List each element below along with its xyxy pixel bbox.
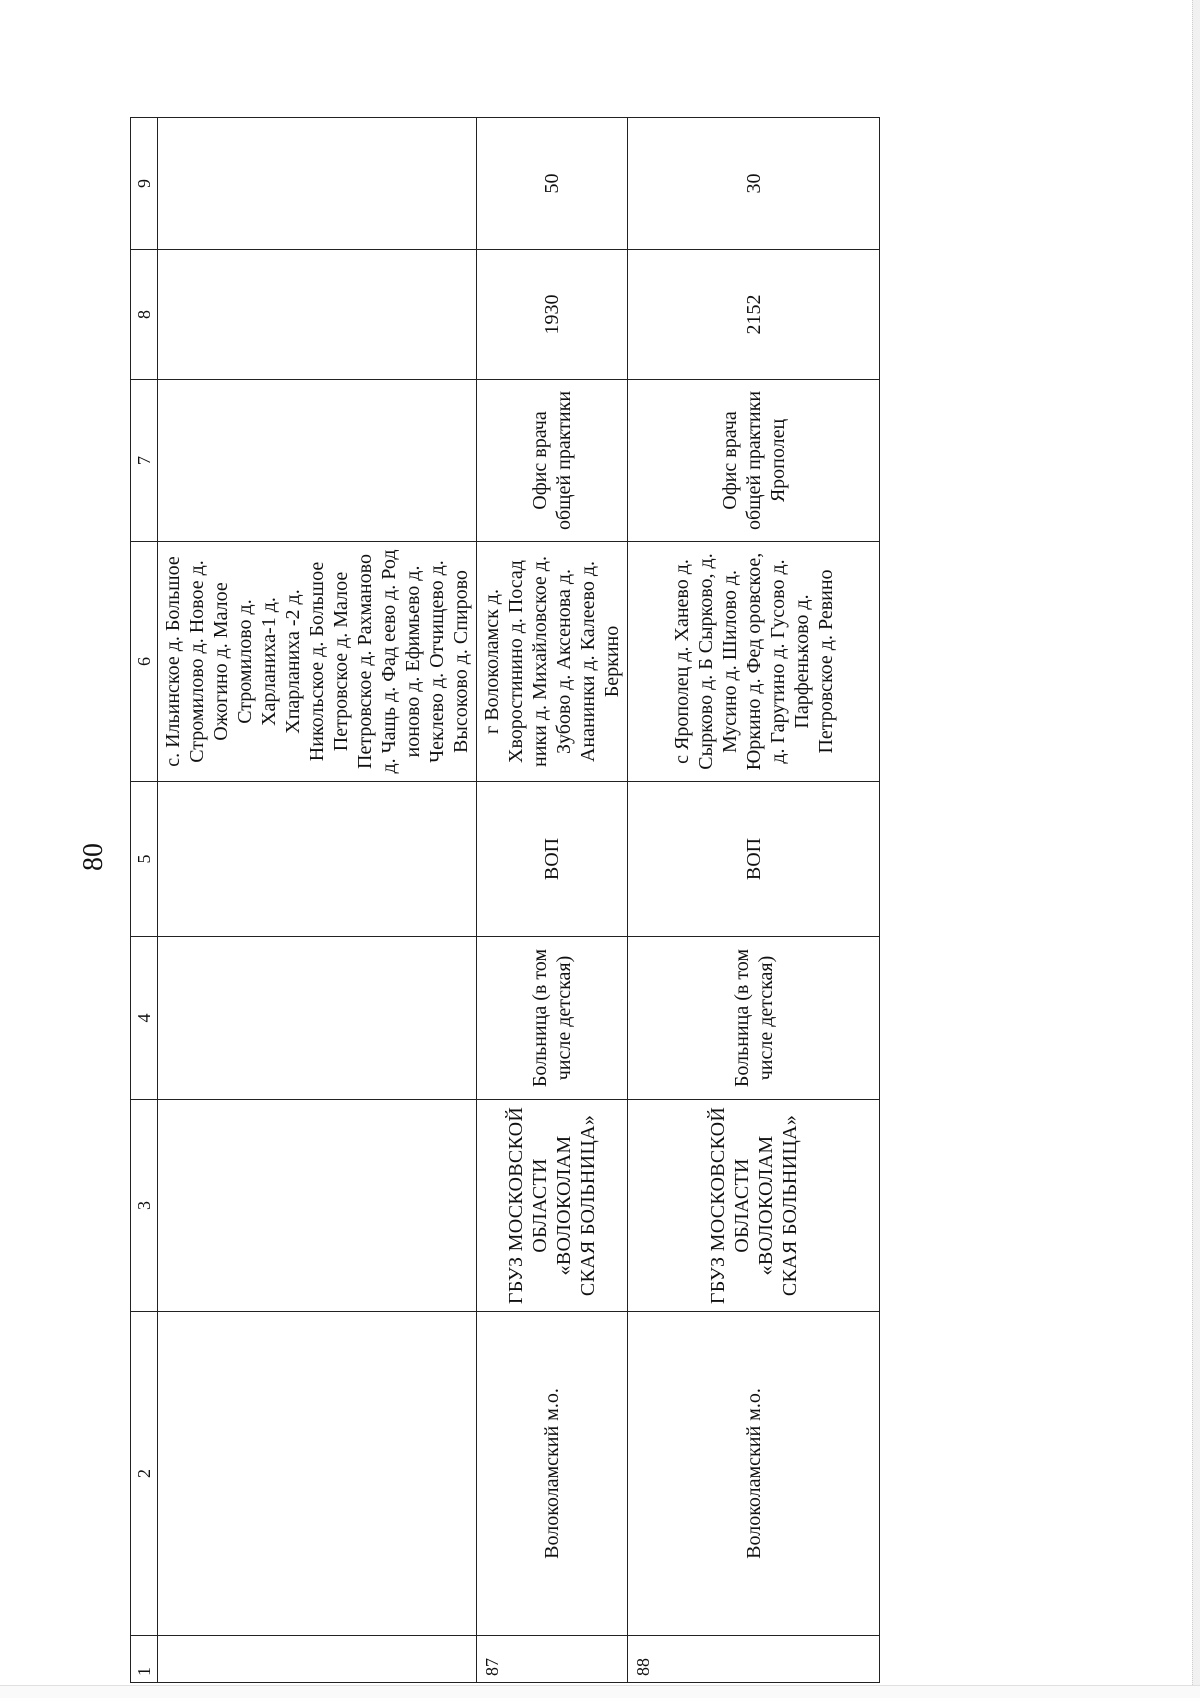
table-row-88 bbox=[628, 118, 880, 1683]
office-cell: Офис врача общей практики bbox=[477, 380, 628, 542]
page-number: 80 bbox=[78, 843, 109, 871]
population-cell bbox=[158, 250, 477, 380]
row-number: 88 bbox=[628, 1636, 880, 1683]
settlements-cell: с. Ильинское д. Большое Стромилово д. Новое д. Ожогино д. Малое Стромилово д. Харланиха-1 д. Хпарланиха -2 д. Никольское д. Большое Петровское д. Малое Петровское д. Рахманово д. Чащь д. Фад еево д. Род ионово д. Ефимьево д. Чеклево д. Отчищево д. Высоково д. Спирово bbox=[158, 542, 477, 782]
header-col-3: 3 bbox=[131, 1100, 158, 1312]
table-row-continuation bbox=[158, 118, 477, 1683]
header-col-8: 8 bbox=[131, 250, 158, 380]
office-cell: Офис врача общей практики Ярополец bbox=[628, 380, 880, 542]
header-col-7: 7 bbox=[131, 380, 158, 542]
header-col-2: 2 bbox=[131, 1312, 158, 1636]
distance-cell: 50 bbox=[477, 118, 628, 250]
facility-type-cell bbox=[158, 937, 477, 1100]
row-number bbox=[158, 1636, 477, 1683]
facility-table bbox=[130, 117, 880, 1683]
distance-cell bbox=[158, 118, 477, 250]
row-number: 87 bbox=[477, 1636, 628, 1683]
population-cell: 2152 bbox=[628, 250, 880, 380]
district-cell: Волоколамский м.о. bbox=[628, 1312, 880, 1636]
office-cell bbox=[158, 380, 477, 542]
header-col-5: 5 bbox=[131, 782, 158, 937]
facility-type-cell: Больница (в том числе детская) bbox=[628, 937, 880, 1100]
unit-cell: ВОП bbox=[628, 782, 880, 937]
table-row-87 bbox=[477, 118, 628, 1683]
organization-cell bbox=[158, 1100, 477, 1312]
header-col-4: 4 bbox=[131, 937, 158, 1100]
organization-cell: ГБУЗ МОСКОВСКОЙ ОБЛАСТИ «ВОЛОКОЛАМ СКАЯ БОЛЬНИЦА» bbox=[477, 1100, 628, 1312]
header-row bbox=[131, 118, 158, 1683]
header-col-9: 9 bbox=[131, 118, 158, 250]
settlements-cell: г Волоколамск д. Хворостинино д. Посад ники д. Михайловское д. Зубово д. Аксенова д. Ананинки д. Калеево д. Беркино bbox=[477, 542, 628, 782]
district-cell bbox=[158, 1312, 477, 1636]
organization-cell: ГБУЗ МОСКОВСКОЙ ОБЛАСТИ «ВОЛОКОЛАМ СКАЯ БОЛЬНИЦА» bbox=[628, 1100, 880, 1312]
distance-cell: 30 bbox=[628, 118, 880, 250]
facility-type-cell: Больница (в том числе детская) bbox=[477, 937, 628, 1100]
header-col-1: 1 bbox=[131, 1636, 158, 1683]
district-cell: Волоколамский м.о. bbox=[477, 1312, 628, 1636]
settlements-cell: с Ярополец д. Ханево д. Сырково д. Б Сырково, д. Мусино д. Шилово д. Юркино д. Фед оровское, д. Гарутино д. Гусово д. Парфенькoво д. Петровское д. Ревино bbox=[628, 542, 880, 782]
unit-cell: ВОП bbox=[477, 782, 628, 937]
unit-cell bbox=[158, 782, 477, 937]
header-col-6: 6 bbox=[131, 542, 158, 782]
population-cell: 1930 bbox=[477, 250, 628, 380]
